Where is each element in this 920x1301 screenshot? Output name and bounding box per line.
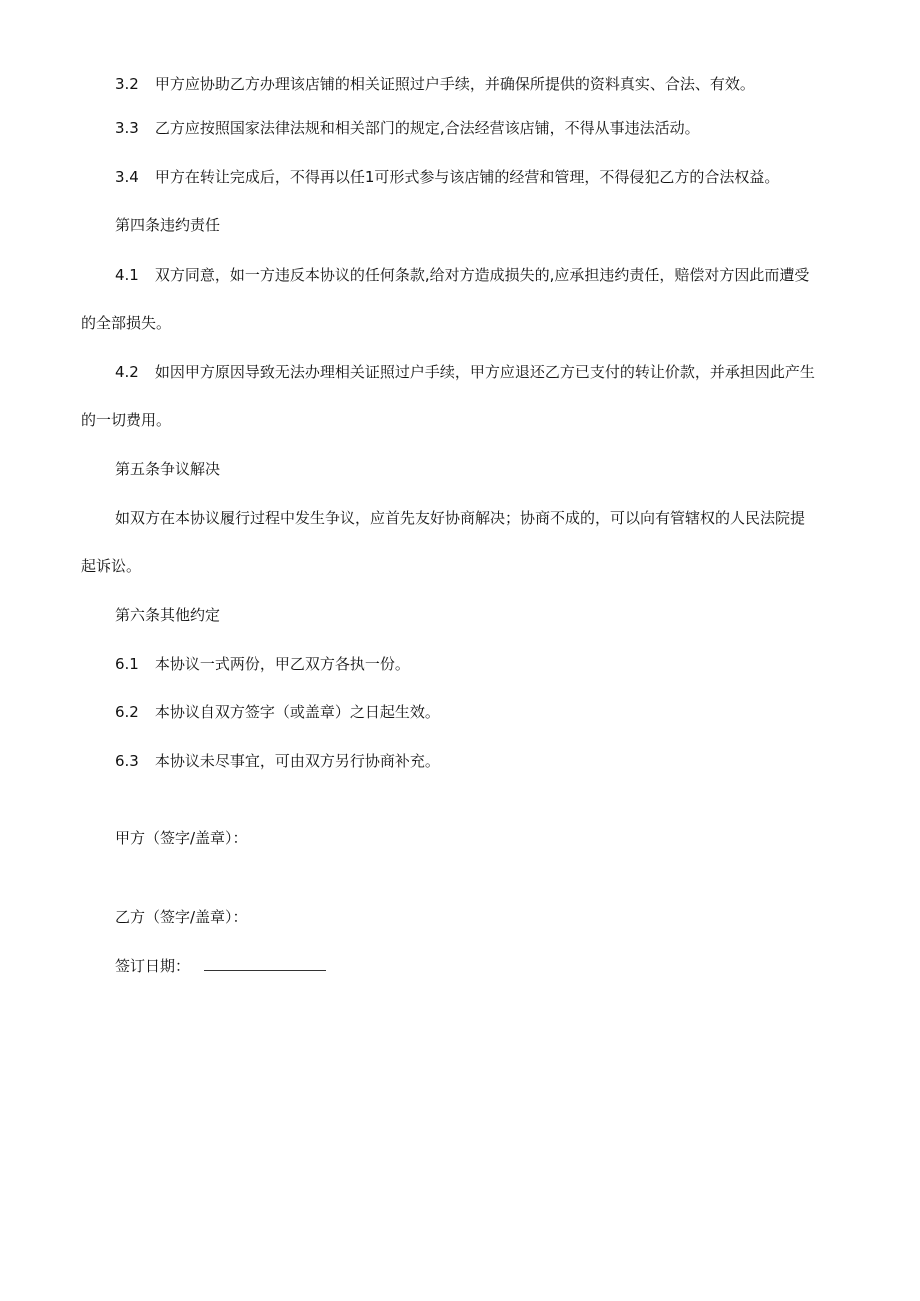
signing-date bbox=[115, 956, 326, 976]
clause-3-2 bbox=[115, 74, 755, 94]
clause-number: 3.4 bbox=[115, 168, 139, 186]
clause-text: 本协议未尽事宜，可由双方另行协商补充。 bbox=[154, 752, 440, 770]
clause-text: 乙方应按照国家法律法规和相关部门的规定,合法经营该店铺，不得从事违法活动。 bbox=[154, 119, 700, 137]
clause-text: 本协议一式两份，甲乙双方各执一份。 bbox=[154, 655, 410, 673]
clause-number: 6.3 bbox=[115, 752, 139, 770]
clause-3-3 bbox=[115, 118, 700, 138]
clause-4-2-continuation: 的一切费用。 bbox=[81, 411, 172, 429]
clause-number: 3.3 bbox=[115, 119, 139, 137]
clause-text: 如因甲方原因导致无法办理相关证照过户手续，甲方应退还乙方已支付的转让价款，并承担因此产生 bbox=[154, 363, 815, 381]
clause-number: 3.2 bbox=[115, 75, 139, 93]
clause-number: 6.2 bbox=[115, 703, 139, 721]
signing-date-blank bbox=[204, 956, 326, 971]
clause-text: 甲方应协助乙方办理该店铺的相关证照过户手续，并确保所提供的资料真实、合法、有效。 bbox=[154, 75, 755, 93]
clause-number: 6.1 bbox=[115, 655, 139, 673]
article-5-body-continuation: 起诉讼。 bbox=[81, 557, 142, 575]
clause-6-2 bbox=[115, 702, 440, 722]
party-a-signature-label: 甲方（签字/盖章）： bbox=[115, 829, 248, 847]
clause-6-3 bbox=[115, 751, 440, 771]
article-5-title: 第五条争议解决 bbox=[115, 460, 221, 478]
clause-4-1-continuation: 的全部损失。 bbox=[81, 314, 172, 332]
clause-4-1 bbox=[115, 265, 809, 285]
clause-number: 4.1 bbox=[115, 266, 139, 284]
article-4-title: 第四条违约责任 bbox=[115, 216, 221, 234]
article-6-title: 第六条其他约定 bbox=[115, 606, 221, 624]
signing-date-label: 签订日期： bbox=[115, 957, 191, 975]
clause-4-2 bbox=[115, 362, 815, 382]
clause-text: 双方同意，如一方违反本协议的任何条款,给对方造成损失的,应承担违约责任，赔偿对方因此而遭受 bbox=[154, 266, 810, 284]
clause-number: 4.2 bbox=[115, 363, 139, 381]
article-5-body: 如双方在本协议履行过程中发生争议，应首先友好协商解决；协商不成的，可以向有管辖权的人民法院提 bbox=[115, 509, 806, 527]
clause-text: 本协议自双方签字（或盖章）之日起生效。 bbox=[154, 703, 440, 721]
clause-6-1 bbox=[115, 654, 410, 674]
party-b-signature-label: 乙方（签字/盖章）： bbox=[115, 908, 248, 926]
clause-3-4 bbox=[115, 167, 779, 187]
clause-text: 甲方在转让完成后，不得再以任1可形式参与该店铺的经营和管理，不得侵犯乙方的合法权益。 bbox=[154, 168, 780, 186]
